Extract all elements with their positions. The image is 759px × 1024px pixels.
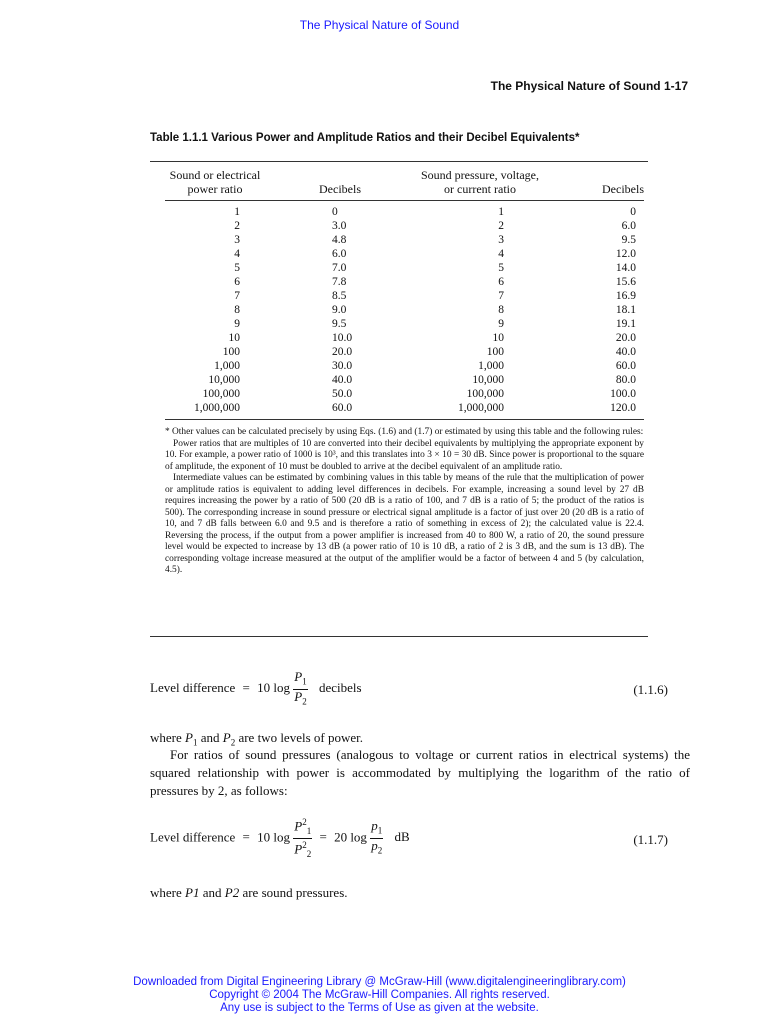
pressure-ratio-cell: 100 xyxy=(486,346,504,358)
table-title: Table 1.1.1 Various Power and Amplitude Ratios and their Decibel Equivalents* xyxy=(150,132,580,144)
pressure-ratio-cell: 4 xyxy=(498,248,504,260)
power-ratio-cell: 100 xyxy=(222,346,240,358)
footnote-para-2: Power ratios that are multiples of 10 are converted into their decibel equivalents by multiplying the appropriate exponent by 10. For example, a power ratio of 1000 is 10³, and this translates into 3 × 10 = 30 dB. Since power is proportional to the square of amplitude, the exponent of 10 must be doubled to arrive at the decibel equivalent of an amplitude ratio. xyxy=(165,438,644,472)
power-ratio-cell: 7 xyxy=(234,290,240,302)
power-ratio-cell: 9 xyxy=(234,318,240,330)
power-decibel-cell: 7.8 xyxy=(332,276,347,288)
table-footnote xyxy=(165,427,644,577)
pressure-decibel-cell: 12.0 xyxy=(615,248,636,260)
power-decibel-cell: 9.0 xyxy=(332,304,347,316)
pressure-ratio-cell: 1,000,000 xyxy=(458,402,504,414)
pressure-ratio-cell: 10,000 xyxy=(472,374,504,386)
power-decibel-cell: 4.8 xyxy=(332,234,347,246)
power-ratio-cell: 2 xyxy=(234,220,240,232)
body-line-1: where $P_1$ and $P_2$ are two levels of power. xyxy=(150,730,363,748)
running-head: The Physical Nature of Sound 1-17 xyxy=(490,79,688,93)
power-decibel-cell: 40.0 xyxy=(332,374,353,386)
power-decibel-cell: 0 xyxy=(332,206,338,218)
pressure-ratio-cell: 2 xyxy=(498,220,504,232)
power-ratio-cell: 1,000,000 xyxy=(194,402,240,414)
pressure-ratio-cell: 8 xyxy=(498,304,504,316)
body-last-line: where P1 and P2 are sound pressures. xyxy=(150,885,348,900)
pressure-decibel-cell: 15.6 xyxy=(615,276,636,288)
pressure-decibel-cell: 0 xyxy=(630,206,636,218)
pressure-decibel-cell: 6.0 xyxy=(621,220,636,232)
equation-1-number: (1.1.6) xyxy=(633,682,668,697)
power-ratio-cell: 6 xyxy=(234,276,240,288)
column-pressure-ratio xyxy=(420,205,504,415)
header-decibels-2: Decibels xyxy=(602,182,644,196)
pressure-ratio-cell: 100,000 xyxy=(466,388,504,400)
footer-copyright-line: Copyright © 2004 The McGraw-Hill Companies. All rights reserved. xyxy=(209,989,550,1001)
power-ratio-cell: 5 xyxy=(234,262,240,274)
power-ratio-cell: 10 xyxy=(228,332,240,344)
pressure-ratio-cell: 10 xyxy=(492,332,504,344)
footnote-para-3: Intermediate values can be estimated by combining values in this table by means of the rule that the multiplication of power or amplitude ratios is equivalent to adding level differences in decibels. For example, increasing a sound level by 27 dB requires increasing the power by a ratio of 500 (20 dB is a ratio of 100, and 7 dB is a ratio of 5; the product of the ratios is 500). The corresponding increase in sound pressure or electrical signal amplitude is a factor of just over 20 (20 dB is a ratio of 10, and 7 dB falls between 6.0 and 9.5 and is therefore a ratio of something in excess of 2); the calculated value is 22.4. Reversing the process, if the output from a power amplifier is increased from 40 to 800 W, a ratio of 20, the sound pressure level would be expected to increase by 13 dB (a power ratio of 10 is 10 dB, a ratio of 2 is 3 dB, and the sum is 13 dB). The corresponding voltage increase measured at the output of the amplifier would be a factor of between 4 and 5 (by calculation, 4.5). xyxy=(165,473,644,575)
header-decibels-1: Decibels xyxy=(319,182,361,196)
pressure-decibel-cell: 100.0 xyxy=(610,388,636,400)
column-power-decibels xyxy=(332,205,382,415)
power-decibel-cell: 3.0 xyxy=(332,220,347,232)
pressure-decibel-cell: 19.1 xyxy=(615,318,636,330)
pressure-decibel-cell: 16.9 xyxy=(615,290,636,302)
power-decibel-cell: 50.0 xyxy=(332,388,353,400)
equation-1-1-7: Level difference = 10 log $\frac{P^2_1}{P^2_2}$ = 20 log $\frac{p_1}{p_2}$ dB xyxy=(150,817,410,859)
pressure-decibel-cell: 14.0 xyxy=(615,262,636,274)
power-ratio-cell: 10,000 xyxy=(208,374,240,386)
power-decibel-cell: 10.0 xyxy=(332,332,353,344)
power-decibel-cell: 6.0 xyxy=(332,248,347,260)
column-pressure-decibels xyxy=(580,205,636,415)
equation-2-fraction-2: $\frac{p_1}{p_2}$ xyxy=(371,818,383,856)
power-decibel-cell: 8.5 xyxy=(332,290,347,302)
header-power-ratio: Sound or electrical power ratio xyxy=(169,168,261,196)
pressure-ratio-cell: 1 xyxy=(498,206,504,218)
table-header-rule xyxy=(165,200,644,201)
footer-link-library[interactable]: Downloaded from Digital Engineering Library @ McGraw-Hill (www.digitalengineeringlibrary.com) xyxy=(133,976,626,988)
pressure-decibel-cell: 18.1 xyxy=(615,304,636,316)
top-chapter-link[interactable]: The Physical Nature of Sound xyxy=(299,18,460,32)
power-decibel-cell: 30.0 xyxy=(332,360,353,372)
pressure-decibel-cell: 20.0 xyxy=(615,332,636,344)
footer-terms-link[interactable]: Any use is subject to the Terms of Use as given at the website. xyxy=(220,1002,539,1014)
pressure-ratio-cell: 9 xyxy=(498,318,504,330)
pressure-ratio-cell: 3 xyxy=(498,234,504,246)
power-ratio-cell: 1 xyxy=(234,206,240,218)
equation-1-fraction: $\frac{P_1}{P_2}$ xyxy=(294,669,307,707)
power-ratio-cell: 1,000 xyxy=(214,360,240,372)
body-paragraph-2: For ratios of sound pressures (analogous to voltage or current ratios in electrical systems) the squared relationship with power is accommodated by multiplying the logarithm of the ratio of pressures by 2, as follows: xyxy=(150,747,690,798)
pressure-decibel-cell: 9.5 xyxy=(621,234,636,246)
footnote-para-1: * Other values can be calculated precisely by using Eqs. (1.6) and (1.7) or estimated by using this table and the following rules: xyxy=(165,427,644,437)
pressure-ratio-cell: 6 xyxy=(498,276,504,288)
pressure-decibel-cell: 120.0 xyxy=(610,402,636,414)
power-decibel-cell: 7.0 xyxy=(332,262,347,274)
power-decibel-cell: 60.0 xyxy=(332,402,353,414)
pressure-ratio-cell: 7 xyxy=(498,290,504,302)
power-decibel-cell: 20.0 xyxy=(332,346,353,358)
footer-copyright xyxy=(0,976,759,1015)
pressure-decibel-cell: 60.0 xyxy=(615,360,636,372)
pressure-decibel-cell: 80.0 xyxy=(615,374,636,386)
power-ratio-cell: 3 xyxy=(234,234,240,246)
pressure-decibel-cell: 40.0 xyxy=(615,346,636,358)
table-bottom-rule xyxy=(165,419,644,420)
power-ratio-cell: 8 xyxy=(234,304,240,316)
equation-2-number: (1.1.7) xyxy=(633,832,668,847)
equation-2-fraction-1: $\frac{P^2_1}{P^2_2}$ xyxy=(294,817,312,859)
power-decibel-cell: 9.5 xyxy=(332,318,347,330)
table-top-rule xyxy=(150,161,648,162)
column-power-ratio xyxy=(160,205,240,415)
power-ratio-cell: 4 xyxy=(234,248,240,260)
equation-1-1-6: Level difference = 10 log $\frac{P_1}{P_2}$ decibels xyxy=(150,669,362,707)
table-end-rule xyxy=(150,636,648,637)
pressure-ratio-cell: 5 xyxy=(498,262,504,274)
power-ratio-cell: 100,000 xyxy=(202,388,240,400)
pressure-ratio-cell: 1,000 xyxy=(478,360,504,372)
header-pressure-ratio: Sound pressure, voltage, or current ratio xyxy=(421,168,539,196)
